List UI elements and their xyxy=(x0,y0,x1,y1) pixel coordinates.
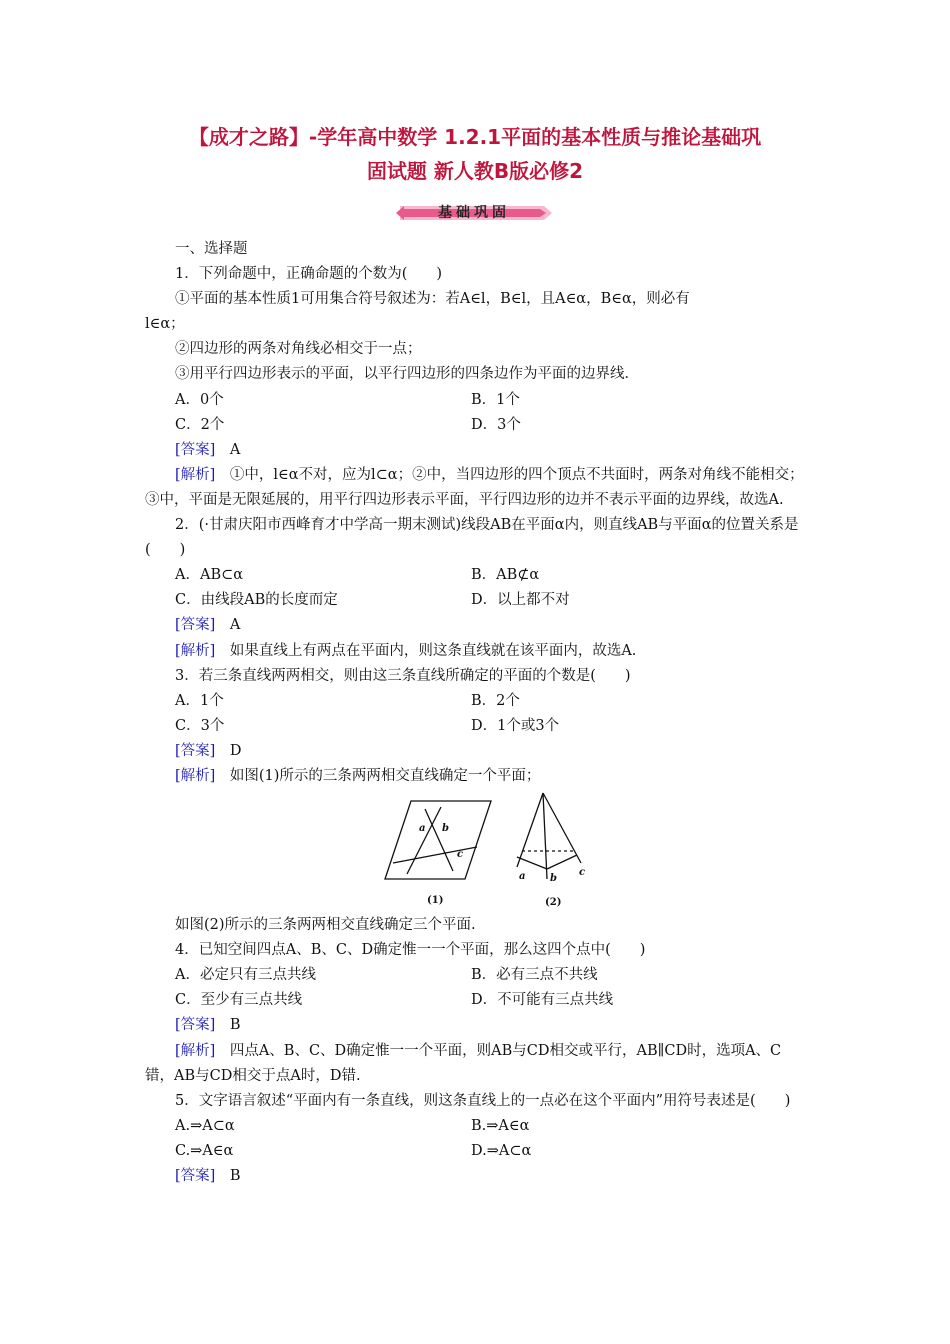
edge-1 xyxy=(517,857,547,869)
q3-answer xyxy=(145,739,810,764)
q5-options-row2 xyxy=(145,1139,810,1164)
three-lines-diagram xyxy=(383,791,623,909)
q4-analysis xyxy=(145,1039,810,1089)
line-b-2 xyxy=(543,793,547,879)
q4-option-c: C．至少有三点共线 xyxy=(175,992,303,1009)
q3-options-row2 xyxy=(145,714,810,739)
q1-statement-1: ①平面的基本性质1可用集合符号叙述为：若A∈l，B∈l，且A∈α，B∈α，则必有 xyxy=(175,291,690,308)
q1-answer-value: A xyxy=(229,441,241,458)
q5-options-row1 xyxy=(145,1114,810,1139)
q2-option-c: C．由线段AB的长度而定 xyxy=(175,592,338,609)
analysis-tag: [解析] xyxy=(175,466,216,483)
q1-option-c: C．2个 xyxy=(175,416,225,433)
fig-caption-1: (1) xyxy=(427,895,444,907)
answer-tag: [答案] xyxy=(175,742,216,759)
q3-options-row1 xyxy=(145,689,810,714)
line-c-2 xyxy=(543,793,581,863)
q4-answer-value: B xyxy=(229,1017,241,1034)
q4-options-row2 xyxy=(145,988,810,1013)
analysis-tag: [解析] xyxy=(175,642,216,659)
answer-tag: [答案] xyxy=(175,1017,216,1034)
q2-answer xyxy=(145,613,810,638)
q4-option-d: D．不可能有三点共线 xyxy=(471,992,614,1009)
document-body xyxy=(145,237,810,1189)
q3-option-d: D．1个或3个 xyxy=(471,717,560,734)
q5-answer-value: B xyxy=(229,1168,241,1184)
fig-caption-2: (2) xyxy=(545,897,562,909)
q3-analysis-text: 如图(1)所示的三条两两相交直线确定一个平面； xyxy=(229,767,541,784)
q4-options-row1 xyxy=(145,963,810,988)
q5-option-d: D.⇒A⊂α xyxy=(471,1142,532,1159)
q2-answer-value: A xyxy=(229,617,241,634)
q5-stem: 5．文字语言叙述“平面内有一条直线，则这条直线上的一点必在这个平面内”用符号表述是( ) xyxy=(175,1092,791,1109)
q1-option-d: D．3个 xyxy=(471,416,521,433)
q2-stem: 2．(·甘肃庆阳市西峰育才中学高一期末测试)线段AB在平面α内，则直线AB与平面α的位置关系是( ) xyxy=(145,517,799,559)
label-b-2: b xyxy=(550,873,557,885)
label-c-1: c xyxy=(457,849,464,861)
q2-analysis xyxy=(145,639,810,664)
q4-option-a: A．必定只有三点共线 xyxy=(175,967,316,984)
doc-title-line2: 固试题 新人教B版必修2 xyxy=(366,159,584,183)
answer-tag: [答案] xyxy=(175,441,216,458)
edge-2 xyxy=(547,855,577,869)
label-b-1: b xyxy=(442,823,449,835)
q4-stem: 4．已知空间四点A、B、C、D确定惟一一个平面，那么这四个点中( ) xyxy=(175,942,646,959)
q1-analysis-text: ①中，l∈α不对，应为l⊂α；②中，当四边形的四个顶点不共面时，两条对角线不能相交；③中，平面是无限延展的，用平行四边形表示平面，平行四边形的边并不表示平面的边界线，故选A. xyxy=(145,466,804,508)
analysis-tag: [解析] xyxy=(175,767,216,784)
q1-option-a: A．0个 xyxy=(175,391,224,408)
q4-analysis-text: 四点A、B、C、D确定惟一一个平面，则AB与CD相交或平行，AB∥CD时，选项A、C错，AB与CD相交于点A时，D错. xyxy=(145,1042,782,1084)
q5-option-c: C.⇒A∈α xyxy=(175,1142,234,1159)
section-banner-label: 基础巩固 xyxy=(438,205,510,221)
q4-option-b: B．必有三点不共线 xyxy=(471,967,598,984)
q3-figure xyxy=(145,789,810,913)
line-b xyxy=(425,809,453,871)
q3-stem: 3．若三条直线两两相交，则由这三条直线所确定的平面的个数是( ) xyxy=(175,667,631,684)
q1-option-b: B．1个 xyxy=(471,391,520,408)
q4-answer xyxy=(145,1013,810,1038)
q3-answer-value: D xyxy=(229,742,242,759)
q2-option-b: B．AB⊄α xyxy=(471,567,540,584)
q1-options-row2 xyxy=(145,413,810,438)
q2-analysis-text: 如果直线上有两点在平面内，则这条直线就在该平面内，故选A. xyxy=(229,642,637,659)
q2-option-d: D．以上都不对 xyxy=(471,592,570,609)
q1-answer xyxy=(145,438,810,463)
q1-statement-3: ③用平行四边形表示的平面，以平行四边形的四条边作为平面的边界线． xyxy=(175,366,639,383)
analysis-tag: [解析] xyxy=(175,1042,216,1059)
answer-tag: [答案] xyxy=(175,617,216,634)
q1-stem: 1．下列命题中，正确命题的个数为( ) xyxy=(175,266,443,283)
label-a-1: a xyxy=(419,823,426,835)
q3-option-b: B．2个 xyxy=(471,692,520,709)
q1-statement-2: ②四边形的两条对角线必相交于一点； xyxy=(175,341,422,358)
answer-tag: [答案] xyxy=(175,1168,216,1184)
q2-options-row2 xyxy=(145,588,810,613)
q1-statement-1-cont: l∈α； xyxy=(145,316,185,333)
q5-option-a: A.⇒A⊂α xyxy=(175,1117,235,1134)
line-c xyxy=(393,847,477,863)
q2-option-a: A．AB⊂α xyxy=(175,567,244,584)
q1-analysis xyxy=(145,463,810,513)
q3-after-figure: 如图(2)所示的三条两两相交直线确定三个平面. xyxy=(175,917,476,934)
q5-option-b: B.⇒A∈α xyxy=(471,1117,530,1134)
q2-options-row1 xyxy=(145,563,810,588)
section-heading: 一、选择题 xyxy=(175,241,248,257)
q3-analysis xyxy=(145,764,810,789)
q3-option-a: A．1个 xyxy=(175,692,224,709)
line-a xyxy=(407,807,441,874)
line-a-2 xyxy=(517,793,543,867)
q3-option-c: C．3个 xyxy=(175,717,225,734)
label-a-2: a xyxy=(519,871,526,883)
label-c-2: c xyxy=(579,867,586,879)
q1-options-row1 xyxy=(145,388,810,413)
q5-answer xyxy=(145,1164,810,1189)
doc-title-line1: 【成才之路】-学年高中数学 1.2.1平面的基本性质与推论基础巩 xyxy=(188,125,762,149)
